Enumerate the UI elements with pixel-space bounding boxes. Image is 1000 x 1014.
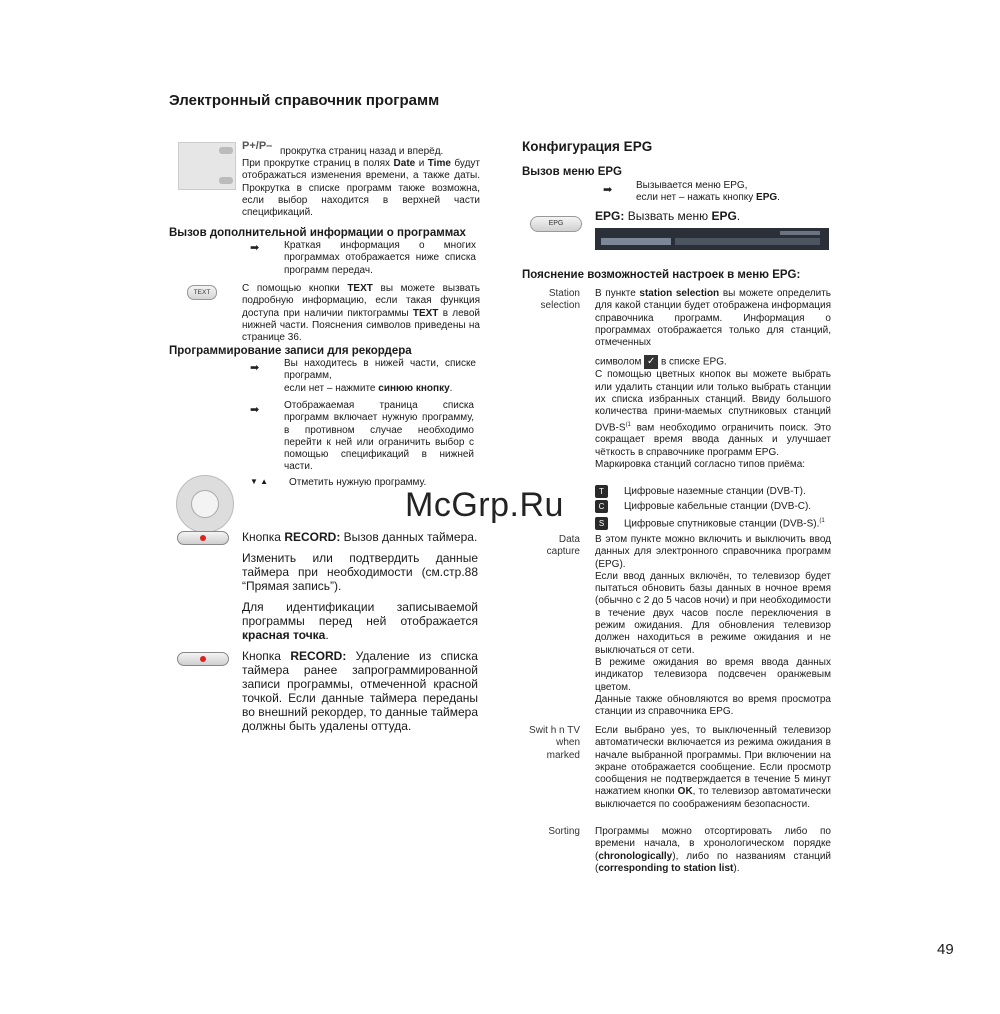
remote-key-icon: [219, 147, 233, 154]
record1-pre: Кнопка: [242, 530, 281, 544]
station-selection-label: Station selection: [540, 288, 580, 312]
record2-paragraph: [242, 649, 478, 733]
change-paragraph: Изменить или подтвердить данные таймера при необходимости (см.стр.88 “Прямая запись”).: [242, 551, 478, 593]
footnote-mark: (1: [625, 421, 631, 428]
cable-icon: C: [595, 500, 608, 513]
arrow-right-icon: ➡: [603, 184, 613, 196]
section-call-heading: Вызов меню EPG: [522, 166, 622, 178]
scroll-and: и: [418, 158, 425, 169]
reception-types-list: [595, 484, 835, 531]
epg-menu-bar: [780, 231, 820, 235]
nav-text: Отметить нужную программу.: [289, 477, 427, 488]
section-explain-heading: Пояснение возможностей настроек в меню EPG:: [522, 269, 801, 281]
text-paragraph: [242, 283, 480, 344]
record2-bold: RECORD:: [290, 649, 347, 663]
sorting-text-post: ).: [733, 862, 740, 874]
checkmark-icon: ✓: [644, 355, 658, 369]
epg-button-image: EPG: [530, 216, 582, 232]
record1-paragraph: [242, 530, 482, 544]
page-title: Электронный справочник программ: [169, 92, 440, 109]
station-symbol-line: [595, 355, 831, 369]
remote-thumbnail-image: [178, 142, 236, 190]
station-text3-block: [595, 369, 831, 458]
section-config-heading: Конфигурация EPG: [522, 139, 653, 154]
type-s-text: Цифровые спутниковые станции (DVB-S).: [624, 518, 820, 530]
scroll-paragraph: [242, 158, 480, 219]
station-text1-pre: В пункте: [595, 288, 636, 299]
record-button-image: [177, 531, 229, 545]
text-para-btn2: TEXT: [412, 307, 439, 319]
nav-arrows-icon: ▼ ▲: [250, 477, 269, 486]
call-text2: если нет – нажать кнопку: [636, 192, 754, 204]
sorting-paragraph: [595, 826, 831, 875]
epg-label-bold2: EPG: [711, 209, 737, 223]
epg-menu-bar: [675, 238, 820, 245]
epg-label: EPG: Вызвать меню EPG.: [595, 209, 741, 223]
blue-button-ref: синюю кнопку: [378, 382, 450, 394]
station-text3-post: вам необходимо ограничить поиск. Это сокращает время ввода данных и улучшает чёткость в справочнике программ EPG.: [595, 422, 832, 458]
red-dot-ref: красная точка: [242, 628, 326, 642]
rec-arrow1-line2: если нет – нажмите: [284, 382, 376, 394]
pplus-key-label: P+/P–: [242, 140, 273, 152]
epg-label-text: Вызвать меню: [627, 209, 709, 223]
text-para-post: в левой нижней части. Пояснения символов приведены на странице 36.: [242, 307, 481, 344]
scroll-text-pre: При прокрутке страниц в полях: [242, 158, 391, 169]
arrow-right-icon: ➡: [250, 404, 260, 416]
switch-text-post: , то телевизор автоматически выключается по соображениям безопасности.: [595, 786, 832, 810]
sorting-text-pre: Программы можно отсортировать либо по времени начала, в хронологическом порядке (: [595, 826, 831, 862]
switch-on-label: Swit h n TV when marked: [529, 725, 580, 761]
ident-text: Для идентификации записываемой программы перед ней отображается: [242, 600, 478, 628]
data-capture-paragraph: В этом пункте можно включить и выключить ввод данных для электронного справочника программ (EPG). Если ввод данных включён, то телевизор будет пытаться обновить базы данных в ночное время (обычно с 2 до 5 часов ночи) и при необходимости в течение двух часов после переключения в режим ожидания. Для обновления телевизор должен находиться в режиме ожидания и не выключаться от сети. В режиме ожидания во время ввода данных индикатор телевизора подсвечен оранжевым цветом. Данные также обновляются во время просмотра станции из справочника EPG.: [595, 534, 831, 718]
info-arrow-text: Краткая информация о многих программах отображается ниже списка программ передач.: [284, 240, 476, 276]
text-para-pre: С помощью кнопки: [242, 283, 340, 294]
arrow-right-icon: ➡: [250, 242, 260, 254]
ident-paragraph: Для идентификации записываемой программы перед ней отображается красная точка.: [242, 600, 478, 642]
rec-arrow1-line1: Вы находитесь в нижей части, списке программ,: [284, 358, 476, 382]
call-text: Вызывается меню EPG, если нет – нажать кнопку EPG.: [636, 180, 780, 204]
text-para-mid: вы можете вызвать подробную информацию, если такая функция доступа при наличии пиктограммы: [242, 283, 480, 319]
station-text1-post: вы можете определить для какой станции будет отображена информация справочника программ. Информация о программах отображается только для станций, отмеченных: [595, 288, 832, 349]
type-t-text: Цифровые наземные станции (DVB-T).: [624, 486, 806, 497]
epg-menu-screenshot: [595, 228, 829, 250]
scroll-text-post: будут отображаться изменения времени, а также даты. Прокрутка в списке программ также возможна, если выбор находится в верхней части спецификаций.: [242, 158, 480, 219]
station-text4: Маркировка станций согласно типов приёма:: [595, 458, 806, 470]
epg-menu-bar: [601, 238, 671, 245]
text-button-image: TEXT: [187, 285, 217, 300]
record-button-image: [177, 652, 229, 666]
call-bold: EPG: [756, 192, 778, 204]
switch-text-pre: Если выбрано yes, то выключенный телевизор автоматически включается из режима ожидания в начале выбранной программы. При включении на экране отображается сообщение. Если просмотр сообщения не подтверждается в течение 5 минут нажатием кнопки: [595, 725, 831, 798]
scroll-date-field: Date: [393, 158, 416, 169]
reception-type-item: [595, 514, 835, 531]
sorting-bold1: chronologically: [598, 850, 673, 862]
footnote-mark: (1: [819, 518, 825, 524]
sorting-bold2: corresponding to station list: [598, 862, 734, 874]
type-c-text: Цифровые кабельные станции (DVB-C).: [624, 501, 812, 512]
station-text2: символом: [595, 357, 642, 369]
reception-type-item: [595, 499, 835, 514]
record1-post: Вызов данных таймера.: [343, 530, 478, 544]
record2-post: Удаление из списка таймера ранее запрограммированной записи программы, отмеченной красной точкой. Если данные таймера переданы во внешний рекордер, то данные таймера должны быть удалены оттуда.: [242, 649, 478, 733]
sorting-label: Sorting: [548, 826, 580, 837]
text-para-btn: TEXT: [347, 283, 373, 294]
watermark: McGrp.Ru: [405, 486, 564, 524]
pplus-text: прокрутка страниц назад и вперёд.: [280, 146, 444, 157]
ok-center-icon: [191, 490, 219, 518]
arrow-right-icon: ➡: [250, 362, 260, 374]
call-text1: Вызывается меню EPG,: [636, 180, 748, 191]
remote-key-icon: [219, 177, 233, 184]
station-text2-post: в списке EPG.: [660, 357, 727, 369]
station-text1-bold: station selection: [639, 288, 720, 299]
record2-pre: Кнопка: [242, 649, 281, 663]
ok-key-ref: OK: [677, 786, 693, 798]
satellite-icon: S: [595, 517, 608, 530]
rec-arrow2-text: Отображаемая траница списка программ включает нужную программу, в противном случае необходимо перейти к ней или ограничить выбор с помощью спецификаций в нижней части.: [284, 400, 474, 473]
station-text3: С помощью цветных кнопок вы можете выбрать или удалить станции или только выбрать станции их списка избранных станций. Ввиду большого количества прини-маемых спутниковых станций DVB-S: [595, 369, 831, 433]
switch-paragraph: [595, 725, 831, 811]
reception-type-item: [595, 484, 835, 499]
section-record-heading: Программирование записи для рекордера: [169, 345, 412, 357]
epg-label-bold: EPG:: [595, 209, 625, 223]
page-number: 49: [937, 941, 954, 958]
record-dot-icon: [200, 535, 206, 541]
record-dot-icon: [200, 656, 206, 662]
station-paragraph: [595, 288, 831, 471]
sorting-text-mid: ), либо по названиям станций (: [595, 850, 831, 874]
section-info-heading: Вызов дополнительной информации о программах: [169, 227, 466, 239]
record1-bold: RECORD:: [284, 530, 341, 544]
terrestrial-icon: T: [595, 485, 608, 498]
scroll-time-field: Time: [427, 158, 451, 169]
rec-arrow1-text: Вы находитесь в нижей части, списке программ, если нет – нажмите синюю кнопку.: [284, 358, 476, 394]
navigation-ring-icon: [176, 475, 234, 533]
data-capture-label: Data capture: [546, 534, 580, 558]
